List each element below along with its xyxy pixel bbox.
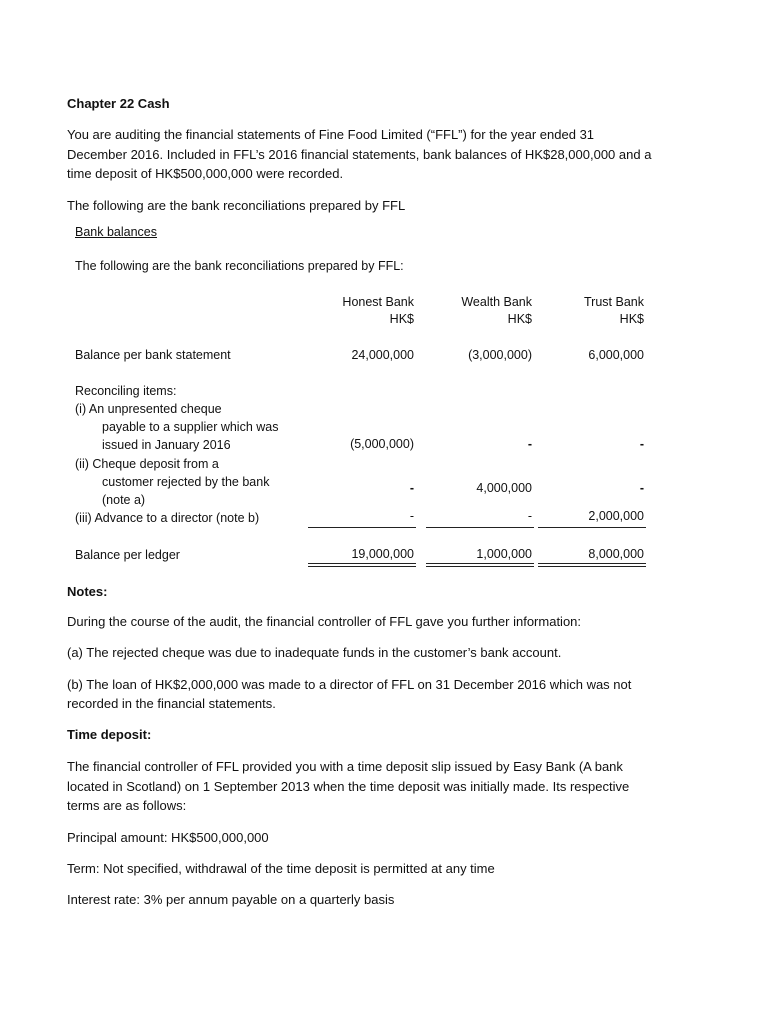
subtotal-line-trust [538,527,646,528]
intro-line-1: You are auditing the financial statements of Fine Food Limited (“FFL”) for the year ended 31 [67,127,595,142]
time-deposit-heading: Time deposit: [67,727,152,742]
total-line-bottom-wealth [426,566,534,567]
total-line-bottom-honest [308,566,416,567]
balance-per-bank-honest: 24,000,000 [351,348,414,362]
total-line-top-wealth [426,563,534,564]
reconciliation-heading: The following are the bank reconciliations prepared by FFL: [75,259,404,273]
balance-per-ledger-honest: 19,000,000 [351,547,414,561]
notes-intro: During the course of the audit, the financial controller of FFL gave you further information: [67,614,582,629]
column-header-honest-bank [314,294,414,328]
deposit-term: Term: Not specified, withdrawal of the time deposit is permitted at any time [67,861,495,876]
column-currency: HK$ [507,312,532,326]
item-1-honest: (5,000,000) [350,437,414,451]
item-1-line-1: (i) An unpresented cheque [75,402,222,416]
item-3-trust: 2,000,000 [588,509,644,523]
column-header-trust-bank [544,294,644,328]
item-1-wealth: - [527,437,532,451]
intro-line-2: December 2016. Included in FFL’s 2016 financial statements, bank balances of HK$28,000,000 and a [67,147,652,162]
item-3-honest: - [409,509,414,523]
balance-per-ledger-wealth: 1,000,000 [476,547,532,561]
notes-heading: Notes: [67,584,108,599]
item-1-trust: - [639,437,644,451]
column-currency: HK$ [389,312,414,326]
time-deposit-para-line-2: located in Scotland) on 1 September 2013 when the time deposit was initially made. Its respective [67,779,630,794]
balance-per-bank-wealth: (3,000,000) [468,348,532,362]
item-1-line-2: payable to a supplier which was [102,420,279,434]
column-name: Honest Bank [342,295,414,309]
item-3-wealth: - [527,509,532,523]
balance-per-ledger-trust: 8,000,000 [588,547,644,561]
interest-rate: Interest rate: 3% per annum payable on a quarterly basis [67,892,395,907]
item-2-line-2: customer rejected by the bank [102,475,270,489]
item-2-honest: - [409,481,414,495]
following-text: The following are the bank reconciliations prepared by FFL [67,198,406,213]
item-3-line: (iii) Advance to a director (note b) [75,511,260,525]
item-1-line-3: issued in January 2016 [102,438,231,452]
total-line-top-trust [538,563,646,564]
bank-balances-heading: Bank balances [75,225,158,239]
item-2-wealth: 4,000,000 [476,481,532,495]
note-b-line-2: recorded in the financial statements. [67,696,276,711]
item-2-trust: - [639,481,644,495]
balance-per-ledger-label: Balance per ledger [75,548,180,562]
item-2-line-1: (ii) Cheque deposit from a [75,457,219,471]
note-a: (a) The rejected cheque was due to inadequate funds in the customer’s bank account. [67,645,562,660]
note-b-line-1: (b) The loan of HK$2,000,000 was made to a director of FFL on 31 December 2016 which was not [67,677,632,692]
chapter-title: Chapter 22 Cash [67,96,170,111]
column-name: Trust Bank [584,295,644,309]
column-currency: HK$ [619,312,644,326]
item-2-line-3: (note a) [102,493,146,507]
total-line-top-honest [308,563,416,564]
reconciling-items-label: Reconciling items: [75,384,177,398]
subtotal-line-honest [308,527,416,528]
subtotal-line-wealth [426,527,534,528]
column-header-wealth-bank [432,294,532,328]
total-line-bottom-trust [538,566,646,567]
principal-amount: Principal amount: HK$500,000,000 [67,830,269,845]
time-deposit-para-line-1: The financial controller of FFL provided you with a time deposit slip issued by Easy Bank (A bank [67,759,623,774]
intro-line-3: time deposit of HK$500,000,000 were recorded. [67,166,344,181]
time-deposit-para-line-3: terms are as follows: [67,798,187,813]
column-name: Wealth Bank [461,295,532,309]
balance-per-bank-label: Balance per bank statement [75,348,231,362]
balance-per-bank-trust: 6,000,000 [588,348,644,362]
